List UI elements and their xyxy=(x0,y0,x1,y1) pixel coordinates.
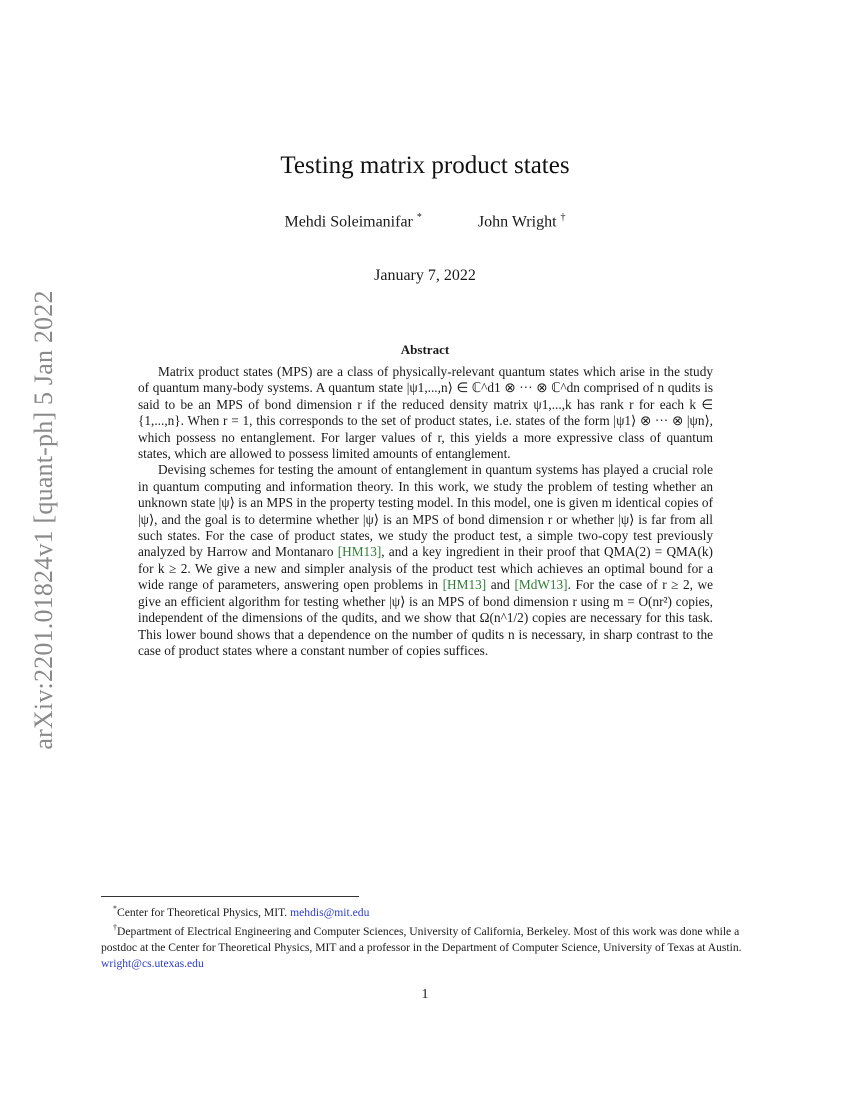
author-footnote-mark: † xyxy=(560,212,566,223)
footnote-2 xyxy=(101,920,749,971)
author-name: John Wright xyxy=(477,213,557,231)
arxiv-sidebar-stamp xyxy=(16,260,72,780)
abstract-paragraph-1: Matrix product states (MPS) are a class of physically-relevant quantum states which arise in the study of quantum many-body systems. A quantum state |ψ1,...,n⟩ ∈ ℂ^d1 ⊗ ··· ⊗ ℂ^dn comprised of n qudits is said to be an MPS of bond dimension r if the reduced density matrix ψ1,...,k has rank r for each k ∈ {1,...,n}. When r = 1, this corresponds to the set of product states, i.e. states of the form |ψ1⟩ ⊗ ··· ⊗ |ψn⟩, which possess no entanglement. For larger values of r, this yields a more expressive class of quantum states, which are allowed to possess limited amounts of entanglement. xyxy=(138,364,713,462)
footnote-1 xyxy=(101,901,749,920)
author-footnote-mark: * xyxy=(416,212,422,223)
author-list xyxy=(0,212,850,231)
citation-link[interactable]: [MdW13] xyxy=(514,577,568,593)
paper-title: Testing matrix product states xyxy=(280,152,570,179)
citation-link[interactable]: [HM13] xyxy=(337,544,382,560)
author-2 xyxy=(478,212,566,231)
email-link[interactable]: mehdis@mit.edu xyxy=(290,905,370,919)
author-1 xyxy=(284,212,421,231)
footnote-text: Department of Electrical Engineering and Computer Sciences, University of California, Berkeley. Most of this work was done while a postdoc at the Center for Theoretical Physics, MIT and a professor in the Department of Computer Science, University of Texas at Austin. xyxy=(101,925,742,954)
abstract-heading: Abstract xyxy=(400,342,450,357)
footnote-text: Center for Theoretical Physics, MIT. xyxy=(117,905,288,919)
abstract-paragraph-2: Devising schemes for testing the amount of entanglement in quantum systems has played a crucial role in quantum computing and information theory. In this work, we study the problem of testing whether an unknown state |ψ⟩ is an MPS in the property testing model. In this model, one is given m identical copies of |ψ⟩, and the goal is to determine whether |ψ⟩ is an MPS of bond dimension r or whether |ψ⟩ is far from all such states. For the case of product states, we study the product test, a simple two-copy test previously analyzed by Harrow and Montanaro [HM13], and a key ingredient in their proof that QMA(2) = QMA(k) for k ≥ 2. We give a new and simpler analysis of the product test which achieves an optimal bound for a wide range of parameters, answering open problems in [HM13] and [MdW13]. For the case of r ≥ 2, we give an efficient algorithm for testing whether |ψ⟩ is an MPS of bond dimension r using m = O(nr²) copies, independent of the dimensions of the qudits, and we show that Ω(n^1/2) copies are necessary for this task. This lower bound shows that a dependence on the number of qudits n is necessary, in sharp contrast to the case of product states where a constant number of copies suffices. xyxy=(138,462,713,658)
author-name: Mehdi Soleimanifar xyxy=(284,213,413,231)
footnotes xyxy=(101,901,749,971)
footnote-mark: † xyxy=(113,923,117,933)
page-number: 1 xyxy=(421,987,429,1002)
email-link[interactable]: wright@cs.utexas.edu xyxy=(101,956,204,970)
paper-date: January 7, 2022 xyxy=(374,267,476,284)
footnote-rule xyxy=(101,896,359,897)
citation-link[interactable]: [HM13] xyxy=(442,577,487,593)
arxiv-identifier: arXiv:2201.01824v1 [quant-ph] 5 Jan 2022 xyxy=(29,290,58,750)
abstract-body xyxy=(138,364,713,659)
footnote-mark: * xyxy=(113,904,117,913)
